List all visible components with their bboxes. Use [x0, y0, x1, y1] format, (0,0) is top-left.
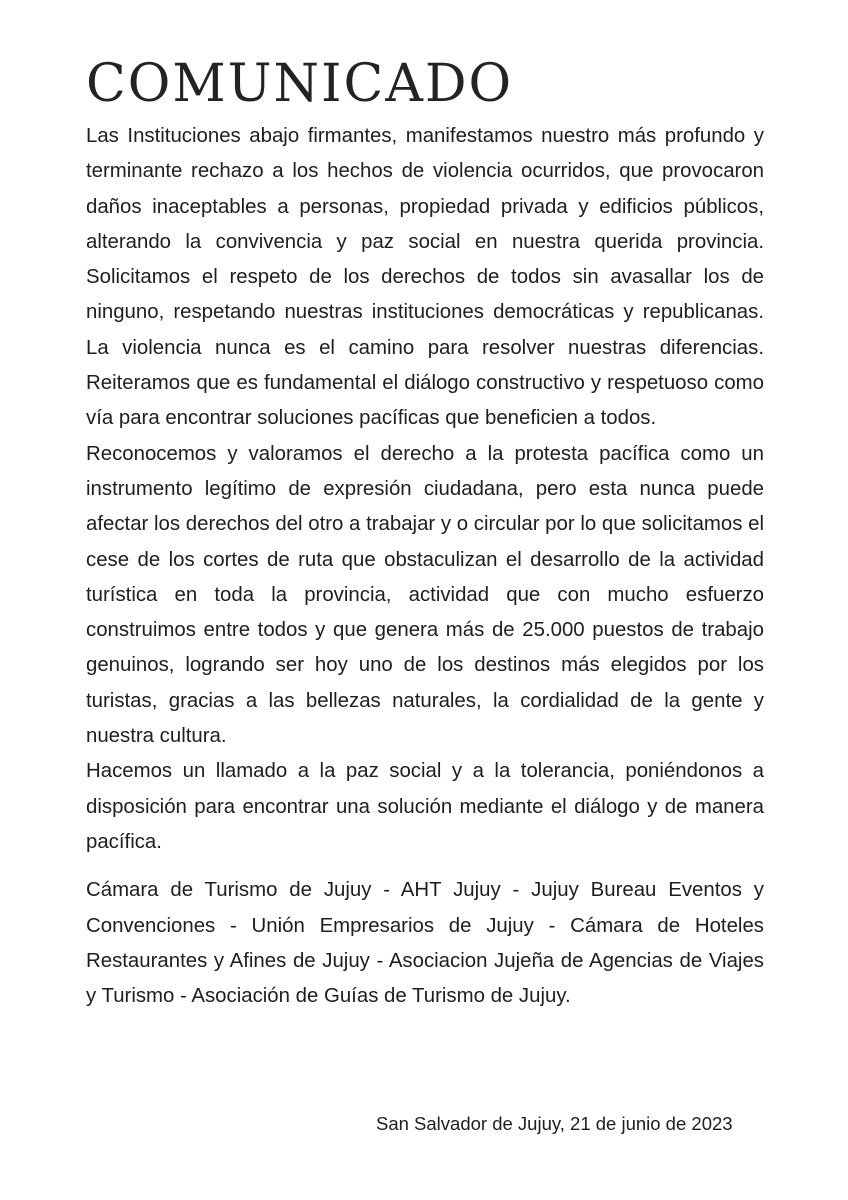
paragraph-protest: Reconocemos y valoramos el derecho a la protesta pacífica como un instrumento legítimo de expresión ciudadana, pero esta nunca puede afectar los derechos del otro a trabajar y o circular por lo que solicitamos el cese de los cortes de ruta que obstaculizan el desarrollo de la actividad turística en toda la provincia, actividad que con mucho esfuerzo construimos entre todos y que genera más de 25.000 puestos de trabajo genuinos, logrando ser hoy uno de los destinos más elegidos por los turistas, gracias a las bellezas naturales, la cordialidad de la gente y nuestra cultura. [86, 442, 764, 748]
place-date: San Salvador de Jujuy, 21 de junio de 2023 [376, 1113, 733, 1134]
paragraph-rejection: Las Instituciones abajo firmantes, manifestamos nuestro más profundo y terminante rechazo a los hechos de violencia ocurridos, que provocaron daños inaceptables a personas, propiedad privada y edificios públicos, alterando la convivencia y paz social en nuestra querida provincia. Solicitamos el respeto de los derechos de todos sin avasallar los de ninguno, respetando nuestras instituciones democráticas y republicanas. La violencia nunca es el camino para resolver nuestras diferencias. Reiteramos que es fundamental el diálogo constructivo y respetuoso como vía para encontrar soluciones pacíficas que beneficien a todos. [86, 125, 764, 430]
signatories: Cámara de Turismo de Jujuy - AHT Jujuy - Jujuy Bureau Eventos y Convenciones - Unión Empresarios de Jujuy - Cámara de Hoteles Restaurantes y Afines de Jujuy - Asociacion Jujeña de Agencias de Viajes y Turismo - Asociación de Guías de Turismo de Jujuy. [86, 879, 764, 1008]
paragraph-call-to-peace: Hacemos un llamado a la paz social y a la tolerancia, poniéndonos a disposición para encontrar una solución mediante el diálogo y de manera pacífica. [86, 760, 764, 853]
document-body [86, 119, 764, 1014]
document-title: COMUNICADO [86, 54, 514, 114]
